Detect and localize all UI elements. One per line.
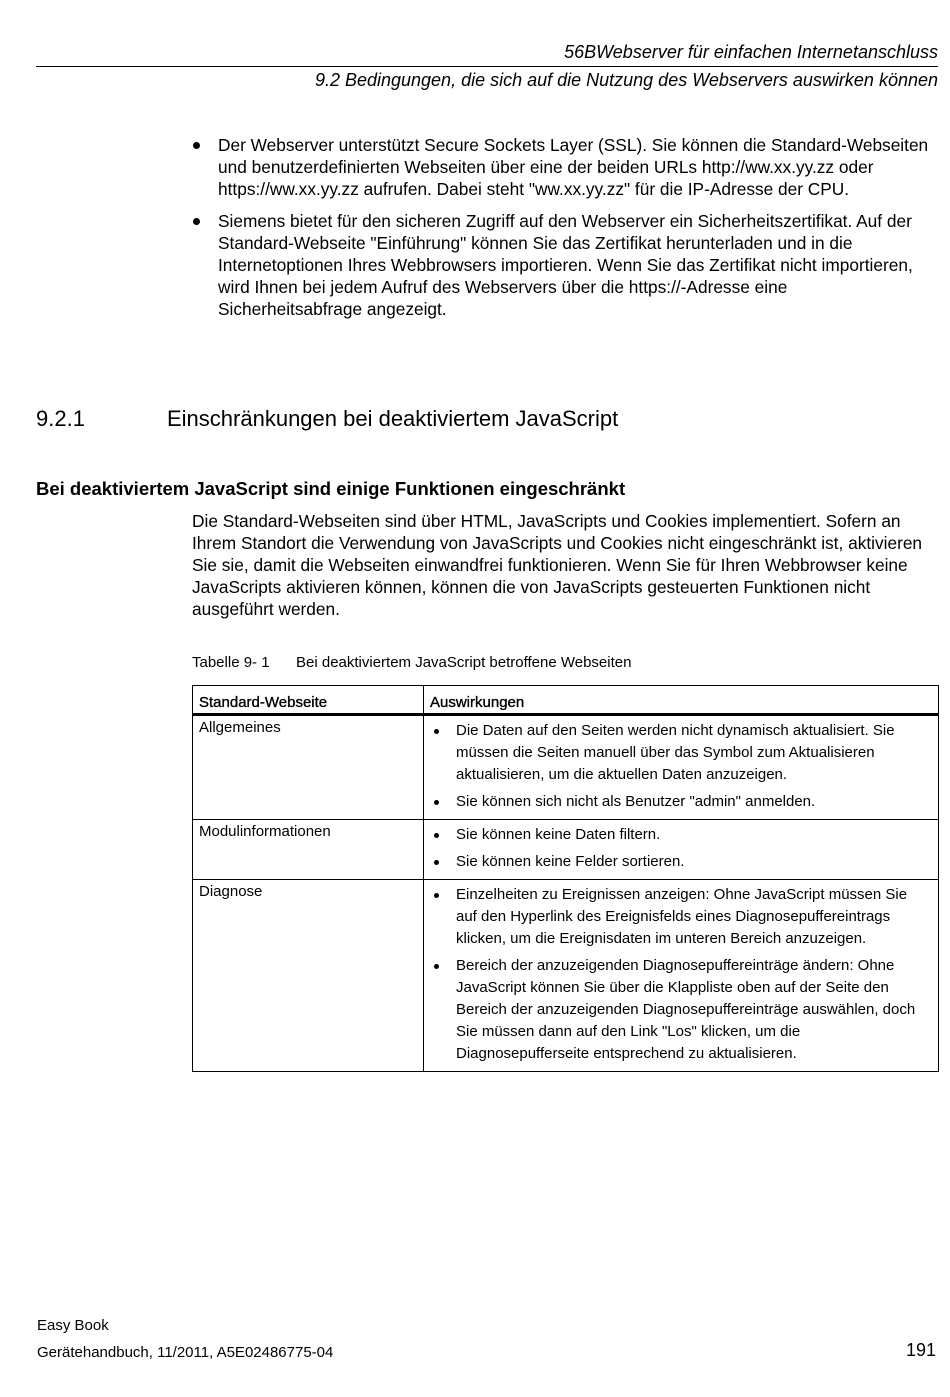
footer-manual-info: Gerätehandbuch, 11/2011, A5E02486775-04 <box>37 1344 334 1361</box>
footer-book-title: Easy Book <box>37 1317 109 1334</box>
cell-effects <box>424 880 939 1072</box>
table-caption <box>192 654 631 671</box>
subheading: Bei deaktiviertem JavaScript sind einige Funktionen eingeschränkt <box>36 478 626 499</box>
body-paragraph: Die Standard-Webseiten sind über HTML, JavaScripts und Cookies implementiert. Sofern an Ihrem Standort die Verwendung von JavaScripts und Cookies nicht eingeschränkt ist, aktivieren Sie sie, damit die Webseiten einwandfrei funktionieren. Wenn Sie für Ihren Webbrowser keine JavaScripts aktivieren können, können die von JavaScripts gesteuerten Funktionen nicht ausgeführt werden. <box>192 511 923 619</box>
intro-bullet-certificate: Siemens bietet für den sicheren Zugriff auf den Webserver ein Sicherheitszertifikat. Auf der Standard-Webseite "Einführung" können Sie das Zertifikat herunterladen und in die Internetoptionen Ihres Webbrowsers importieren. Wenn Sie das Zertifikat nicht importieren, wird Ihnen bei jedem Aufruf des Webservers über die https://-Adresse eine Sicherheitsabfrage angezeigt. <box>193 210 933 320</box>
effect-item: Sie können sich nicht als Benutzer "admin" anmelden. <box>430 791 932 813</box>
running-header-section: 9.2 Bedingungen, die sich auf die Nutzung des Webservers auswirken können <box>314 70 938 90</box>
effects-list <box>430 720 932 813</box>
cell-page-allgemeines: Allgemeines <box>193 715 424 820</box>
column-header-effects: Auswirkungen <box>424 686 939 715</box>
table-header-row <box>193 686 939 715</box>
effect-item: Sie können keine Daten filtern. <box>430 824 932 846</box>
cell-page-diagnose: Diagnose <box>193 880 424 1072</box>
effect-item: Sie können keine Felder sortieren. <box>430 851 932 873</box>
running-header-chapter: 56BWebserver für einfachen Internetanschluss <box>564 42 938 62</box>
table-caption-text: Bei deaktiviertem JavaScript betroffene Webseiten <box>296 654 632 671</box>
section-title: Einschränkungen bei deaktiviertem JavaScript <box>167 406 619 431</box>
table-row <box>193 715 939 820</box>
effect-item: Bereich der anzuzeigenden Diagnosepuffereinträge ändern: Ohne JavaScript können Sie über die Klappliste oben auf der Seite den Bereich der anzuzeigenden Diagnosepuffereinträge auswählen, doch Sie müssen dann auf den Link "Los" klicken, um die Diagnosepufferseite entsprechend zu aktualisieren. <box>430 955 932 1065</box>
effect-item: Einzelheiten zu Ereignissen anzeigen: Ohne JavaScript müssen Sie auf den Hyperlink des Ereignisfelds eines Diagnosepuffereintrags klicken, um die Ereignisdaten im unteren Bereich anzuzeigen. <box>430 884 932 950</box>
cell-effects <box>424 715 939 820</box>
effects-list <box>430 884 932 1065</box>
table-caption-number: Tabelle 9- 1 <box>192 654 270 671</box>
cell-effects <box>424 820 939 880</box>
effects-list <box>430 824 932 873</box>
intro-bullet-list <box>193 134 933 330</box>
section-number: 9.2.1 <box>36 406 85 431</box>
table-row <box>193 820 939 880</box>
intro-bullet-ssl: Der Webserver unterstützt Secure Sockets Layer (SSL). Sie können die Standard-Webseiten und benutzerdefinierten Webseiten über eine der beiden URLs http://ww.xx.yy.zz oder https://ww.xx.yy.zz aufrufen. Dabei steht "ww.xx.yy.zz" für die IP-Adresse der CPU. <box>193 134 933 200</box>
column-header-standard-webpage: Standard-Webseite <box>193 686 424 715</box>
effect-item: Die Daten auf den Seiten werden nicht dynamisch aktualisiert. Sie müssen die Seiten manuell über das Symbol zum Aktualisieren aktualisieren, um die aktuellen Daten anzuzeigen. <box>430 720 932 786</box>
table-row <box>193 880 939 1072</box>
header-rule <box>36 66 938 67</box>
page-number: 191 <box>905 1340 936 1360</box>
cell-page-modulinformationen: Modulinformationen <box>193 820 424 880</box>
affected-pages-table <box>192 685 939 1072</box>
